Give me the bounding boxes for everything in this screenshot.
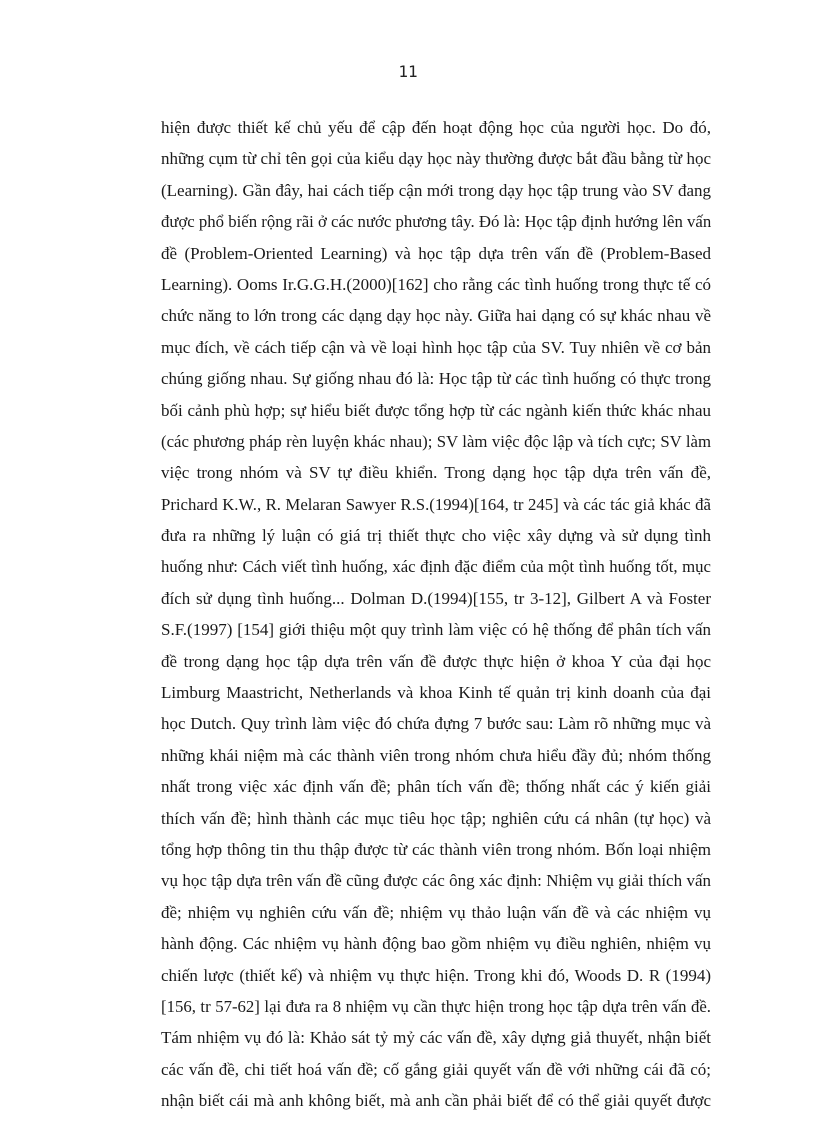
text-line: S.F.(1997) [154] giới thiệu một quy trình làm việc có hệ thống để phân tích vấn (161, 620, 711, 640)
text-line: được phổ biến rộng rãi ở các nước phương tây. Đó là: Học tập định hướng lên vấn (161, 212, 712, 232)
text-line: hành động. Các nhiệm vụ hành động bao gồm nhiệm vụ điều nghiên, nhiệm vụ (161, 934, 711, 954)
body-paragraph (161, 112, 711, 1117)
page-number: 11 (398, 62, 418, 81)
text-line: đích sử dụng tình huống... Dolman D.(1994)[155, tr 3-12], Gilbert A và Foster (161, 588, 711, 608)
text-line: hiện được thiết kế chủ yếu để cập đến hoạt động học của người học. Do đó, (161, 118, 711, 137)
text-line: nhất trong việc xác định vấn đề; phân tích vấn đề; thống nhất các ý kiến giải (161, 777, 711, 797)
text-line: các vấn đề, chi tiết hoá vấn đề; cố gắng giải quyết vấn đề với những cái đã có; (161, 1059, 711, 1079)
text-line: huống như: Cách viết tình huống, xác định đặc điểm của một tình huống tốt, mục (161, 557, 711, 577)
text-line: vụ học tập dựa trên vấn đề cũng được các ông xác định: Nhiệm vụ giải thích vấn (161, 871, 711, 891)
text-line: thích vấn đề; hình thành các mục tiêu học tập; nghiên cứu cá nhân (tự học) và (161, 808, 711, 828)
text-line: đưa ra những lý luận có giá trị thiết thực cho việc xây dựng và sử dụng tình (161, 526, 711, 546)
text-line: đề (Problem-Oriented Learning) và học tập dựa trên vấn đề (Problem-Based (161, 243, 711, 263)
text-line: việc trong nhóm và SV tự điều khiển. Trong dạng học tập dựa trên vấn đề, (161, 463, 711, 483)
text-line: đề; nhiệm vụ nghiên cứu vấn đề; nhiệm vụ thảo luận vấn đề và các nhiệm vụ (161, 902, 711, 922)
text-line: học Dutch. Quy trình làm việc đó chứa đựng 7 bước sau: Làm rõ những mục và (161, 714, 711, 734)
text-line: chức năng to lớn trong các dạng dạy học này. Giữa hai dạng có sự khác nhau về (161, 306, 711, 326)
text-line: tổng hợp thông tin thu thập được từ các thành viên trong nhóm. Bốn loại nhiệm (161, 839, 711, 859)
text-line: nhận biết cái mà anh không biết, mà anh cần phải biết để có thể giải quyết được (161, 1091, 711, 1111)
text-line: những cụm từ chỉ tên gọi của kiểu dạy học này thường được bắt đầu bằng từ học (161, 149, 711, 169)
text-line: bối cảnh phù hợp; sự hiểu biết được tổng hợp từ các ngành kiến thức khác nhau (161, 400, 711, 420)
text-line: Limburg Maastricht, Netherlands và khoa Kinh tế quản trị kinh doanh của đại (161, 683, 711, 703)
text-line: những khái niệm mà các thành viên trong nhóm chưa hiểu đầy đủ; nhóm thống (161, 745, 711, 765)
text-line: (các phương pháp rèn luyện khác nhau); SV làm việc độc lập và tích cực; SV làm (161, 431, 711, 451)
text-line: mục đích, về cách tiếp cận và về loại hình học tập của SV. Tuy nhiên về cơ bản (161, 337, 711, 357)
text-line: Learning). Ooms Ir.G.G.H.(2000)[162] cho rằng các tình huống trong thực tế có (161, 274, 711, 294)
text-line: Prichard K.W., R. Melaran Sawyer R.S.(1994)[164, tr 245] và các tác giả khác đã (161, 494, 711, 514)
text-line: chiến lược (thiết kế) và nhiệm vụ thực hiện. Trong khi đó, Woods D. R (1994) (161, 965, 711, 985)
text-line: đề trong dạng học tập dựa trên vấn đề được thực hiện ở khoa Y của đại học (161, 651, 711, 671)
text-line: [156, tr 57-62] lại đưa ra 8 nhiệm vụ cần thực hiện trong học tập dựa trên vấn đề. (161, 996, 711, 1016)
text-line: Tám nhiệm vụ đó là: Khảo sát tỷ mỷ các vấn đề, xây dựng giả thuyết, nhận biết (161, 1028, 711, 1048)
text-line: chúng giống nhau. Sự giống nhau đó là: Học tập từ các tình huống có thực trong (161, 369, 711, 389)
text-line: (Learning). Gần đây, hai cách tiếp cận mới trong dạy học tập trung vào SV đang (161, 180, 711, 200)
